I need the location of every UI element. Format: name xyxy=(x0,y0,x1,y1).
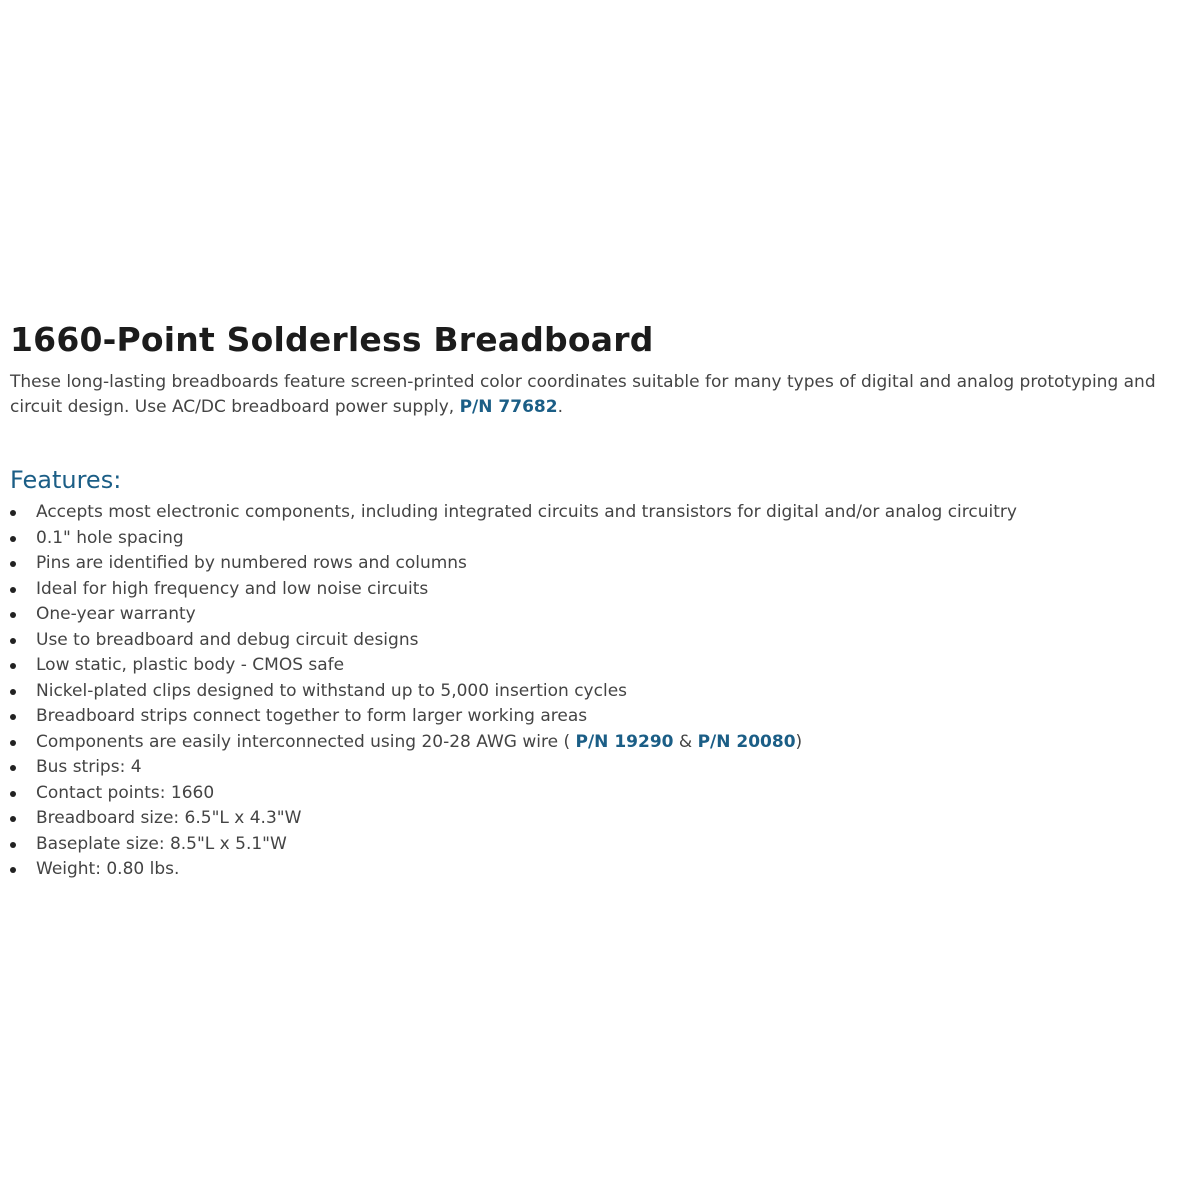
list-item-text: Low static, plastic body - CMOS safe xyxy=(36,655,345,675)
spec-text: Baseplate size: 8.5"L x 5.1"W xyxy=(36,833,287,854)
wire-link-19290[interactable]: P/N 19290 xyxy=(575,731,674,752)
bullet-icon xyxy=(10,765,16,771)
page-title: 1660-Point Solderless Breadboard xyxy=(10,320,654,359)
list-item-text: 0.1" hole spacing xyxy=(36,527,184,548)
bullet-icon xyxy=(10,791,16,797)
intro-text: These long-lasting breadboards feature screen-printed color coordinates suitable for many types of digital and analog prototyping and circuit design. Use AC/DC breadboard power supply, xyxy=(10,372,1156,417)
spec-item xyxy=(10,832,1190,858)
bullet-icon xyxy=(10,561,16,567)
list-item xyxy=(10,602,1190,628)
bullet-icon xyxy=(10,714,16,720)
bullet-icon xyxy=(10,740,16,746)
spec-item xyxy=(10,755,1190,781)
list-item xyxy=(10,704,1190,730)
list-item xyxy=(10,653,1190,679)
spec-item xyxy=(10,806,1190,832)
list-item xyxy=(10,628,1190,654)
bullet-icon xyxy=(10,587,16,593)
bullet-icon xyxy=(10,510,16,516)
feature-list xyxy=(10,500,1190,883)
list-item xyxy=(10,500,1190,526)
spec-text: Bus strips: 4 xyxy=(36,757,142,777)
wire-link-20080[interactable]: P/N 20080 xyxy=(697,731,796,752)
list-item xyxy=(10,526,1190,552)
list-item-text: One-year warranty xyxy=(36,604,196,624)
wire-between: & xyxy=(673,731,698,752)
spec-text: Contact points: 1660 xyxy=(36,782,215,803)
bullet-icon xyxy=(10,663,16,669)
bullet-icon xyxy=(10,536,16,542)
bullet-icon xyxy=(10,612,16,618)
spec-item xyxy=(10,857,1190,883)
product-description xyxy=(10,318,1190,883)
list-item-text: Pins are identified by numbered rows and columns xyxy=(36,553,467,573)
wire-suffix: ) xyxy=(795,731,803,752)
bullet-icon xyxy=(10,689,16,695)
spec-text: Weight: 0.80 lbs. xyxy=(36,859,180,879)
spec-item xyxy=(10,781,1190,807)
list-item xyxy=(10,577,1190,603)
bullet-icon xyxy=(10,638,16,644)
features-heading: Features: xyxy=(10,466,122,494)
spec-text: Breadboard size: 6.5"L x 4.3"W xyxy=(36,808,302,828)
list-item-text: Ideal for high frequency and low noise circuits xyxy=(36,578,429,599)
power-supply-link[interactable]: P/N 77682 xyxy=(459,397,558,417)
bullet-icon xyxy=(10,816,16,822)
list-item-text: Use to breadboard and debug circuit designs xyxy=(36,629,419,650)
list-item-text: Breadboard strips connect together to form larger working areas xyxy=(36,706,588,726)
bullet-icon xyxy=(10,867,16,873)
list-item xyxy=(10,679,1190,705)
intro-paragraph xyxy=(10,370,1190,420)
list-item xyxy=(10,551,1190,577)
intro-suffix: . xyxy=(557,397,563,417)
list-item-text: Accepts most electronic components, including integrated circuits and transistors for digital and/or analog circuitry xyxy=(36,502,1017,522)
wire-text: Components are easily interconnected using 20-28 AWG wire ( xyxy=(36,731,576,752)
list-item-wire xyxy=(10,730,1190,756)
bullet-icon xyxy=(10,842,16,848)
list-item-text: Nickel-plated clips designed to withstand up to 5,000 insertion cycles xyxy=(36,680,628,701)
